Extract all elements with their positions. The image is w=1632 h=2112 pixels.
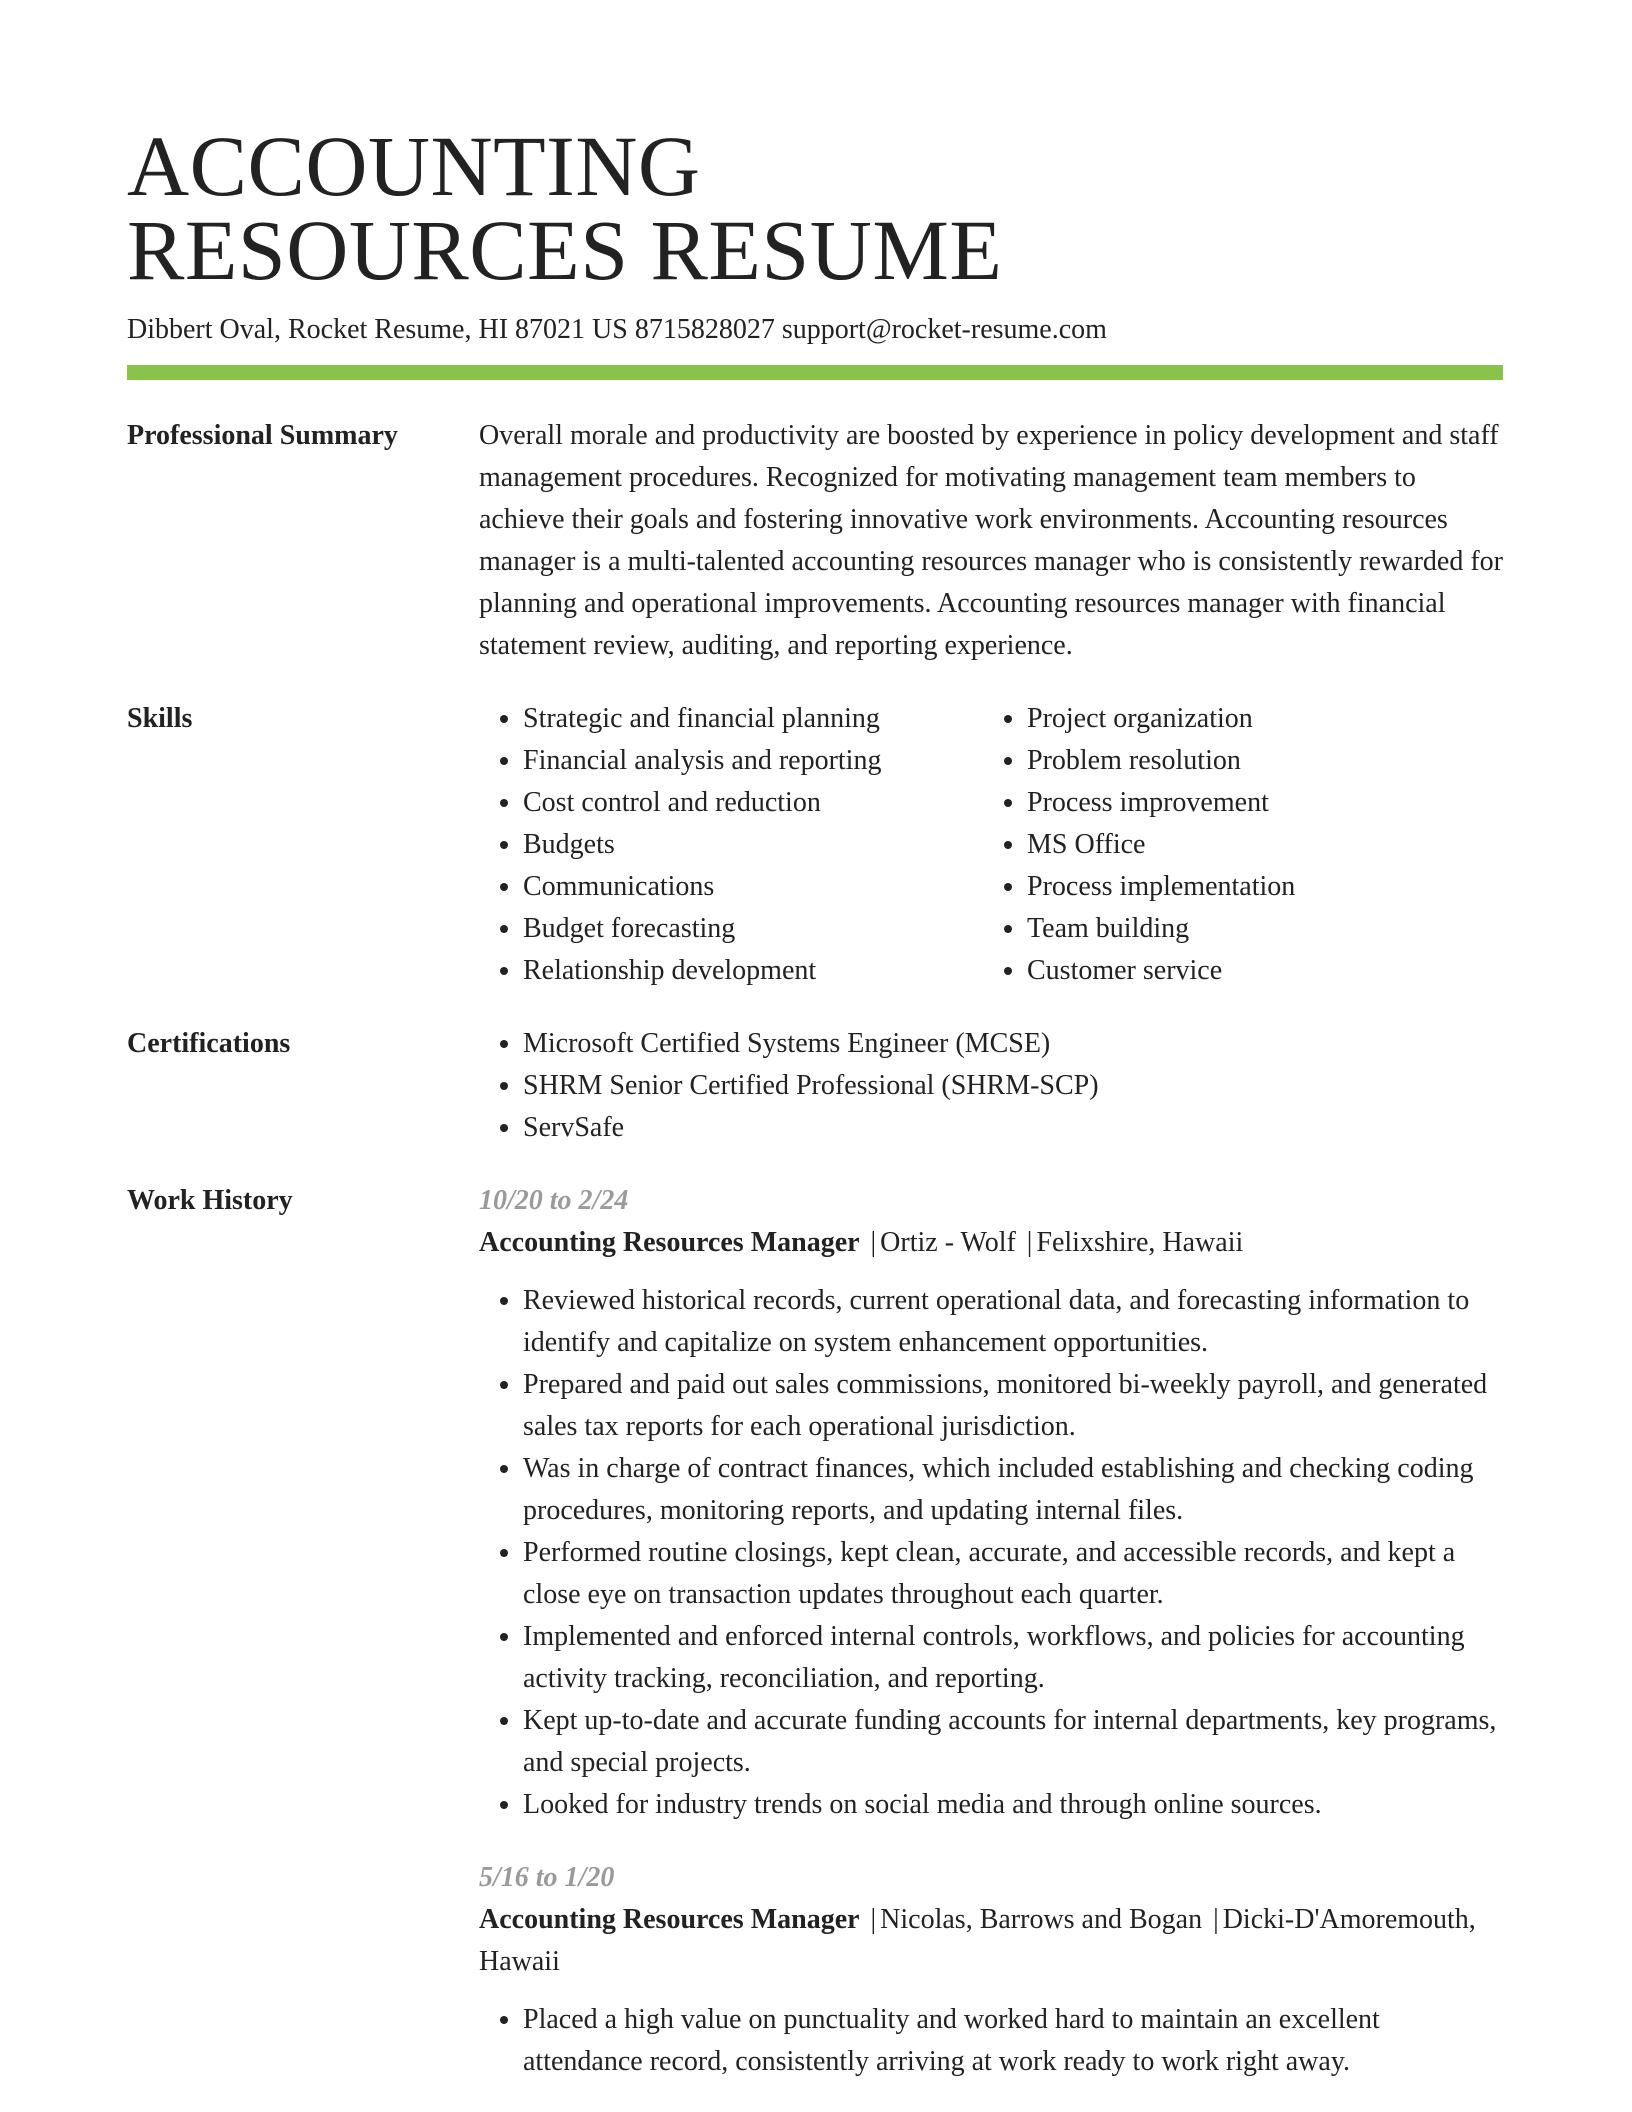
job-dates: 5/16 to 1/20 <box>479 1862 615 1893</box>
contact-info: Dibbert Oval, Rocket Resume, HI 87021 US 8715828027 support@rocket-resume.com <box>127 314 1107 345</box>
job-title: Accounting Resources Manager <box>479 1904 860 1935</box>
skill-item: • Budget forecasting <box>523 908 983 950</box>
certifications-label: Certifications <box>127 1028 291 1059</box>
skill-item: • Process implementation <box>1027 866 1295 908</box>
certifications-section <box>127 1023 1503 1149</box>
job-company: Nicolas, Barrows and Bogan <box>880 1904 1203 1935</box>
job-bullet: • Implemented and enforced internal controls, workflows, and policies for accounting activity tracking, reconciliation, and reporting. <box>523 1616 1503 1700</box>
certifications-content <box>479 1023 1503 1149</box>
certification-item: • Microsoft Certified Systems Engineer (MCSE) <box>523 1023 1503 1065</box>
certification-item: • SHRM Senior Certified Professional (SHRM-SCP) <box>523 1065 1503 1107</box>
certification-item: • ServSafe <box>523 1107 1503 1149</box>
skill-item: • Strategic and financial planning <box>523 698 983 740</box>
work-history-label: Work History <box>127 1185 293 1216</box>
skill-item: • Team building <box>1027 908 1295 950</box>
skills-section <box>127 698 1503 992</box>
skill-item: • Cost control and reduction <box>523 782 983 824</box>
skill-item: • Budgets <box>523 824 983 866</box>
job-entry <box>479 1857 1503 2083</box>
job-bullet: • Performed routine closings, kept clean, accurate, and accessible records, and kept a close eye on transaction updates throughout each quarter. <box>523 1532 1503 1616</box>
title-line-1: ACCOUNTING <box>127 118 701 214</box>
job-bullet: • Looked for industry trends on social media and through online sources. <box>523 1784 1503 1826</box>
job-dates: 10/20 to 2/24 <box>479 1185 629 1216</box>
job-bullet: • Placed a high value on punctuality and worked hard to maintain an excellent attendance record, consistently arriving at work ready to work right away. <box>523 1999 1503 2083</box>
skills-list-col-1 <box>479 698 983 992</box>
skill-item: • Customer service <box>1027 950 1295 992</box>
skills-list-col-2 <box>983 698 1295 992</box>
job-company: Ortiz - Wolf <box>880 1227 1016 1258</box>
skill-item: • Communications <box>523 866 983 908</box>
summary-section <box>127 415 1503 667</box>
job-bullets <box>479 1280 1503 1826</box>
separator: | <box>1213 1904 1219 1935</box>
skill-item: • Process improvement <box>1027 782 1295 824</box>
summary-text: Overall morale and productivity are boosted by experience in policy development and staff management procedures. Recognized for motivating management team members to achieve their goals and fostering innovative work environments. Accounting resources manager is a multi-talented accounting resources manager who is consistently rewarded for planning and operational improvements. Accounting resources manager with financial statement review, auditing, and reporting experience. <box>479 420 1503 661</box>
summary-label: Professional Summary <box>127 420 398 451</box>
job-bullet: • Reviewed historical records, current operational data, and forecasting information to identify and capitalize on system enhancement opportunities. <box>523 1280 1503 1364</box>
work-history-section <box>127 1180 1503 2083</box>
job-bullets <box>479 1999 1503 2083</box>
job-bullet: • Was in charge of contract finances, which included establishing and checking coding procedures, monitoring reports, and updating internal files. <box>523 1448 1503 1532</box>
job-location: Dicki-D'Amoremouth, Hawaii <box>479 1904 1476 1977</box>
job-heading <box>479 1222 1503 1264</box>
resume-title <box>127 0 1503 298</box>
work-history-content <box>479 1180 1503 2083</box>
job-bullet: • Prepared and paid out sales commissions, monitored bi-weekly payroll, and generated sales tax reports for each operational jurisdiction. <box>523 1364 1503 1448</box>
resume-page <box>127 0 1503 2083</box>
title-line-2: RESOURCES RESUME <box>127 202 1003 298</box>
job-location: Felixshire, Hawaii <box>1036 1227 1244 1258</box>
accent-divider <box>127 365 1503 380</box>
skill-item: • Financial analysis and reporting <box>523 740 983 782</box>
job-heading <box>479 1899 1503 1983</box>
job-bullet: • Kept up-to-date and accurate funding accounts for internal departments, key programs, and special projects. <box>523 1700 1503 1784</box>
separator: | <box>1026 1227 1033 1258</box>
separator: | <box>870 1227 877 1258</box>
certifications-list <box>479 1023 1503 1149</box>
separator: | <box>870 1904 877 1935</box>
skill-item: • Relationship development <box>523 950 983 992</box>
skills-label: Skills <box>127 703 193 734</box>
summary-content <box>479 415 1503 667</box>
skill-item: • Problem resolution <box>1027 740 1295 782</box>
job-entry <box>479 1180 1503 1826</box>
skill-item: • MS Office <box>1027 824 1295 866</box>
skill-item: • Project organization <box>1027 698 1295 740</box>
job-title: Accounting Resources Manager <box>479 1227 860 1258</box>
skills-content <box>479 698 1503 992</box>
